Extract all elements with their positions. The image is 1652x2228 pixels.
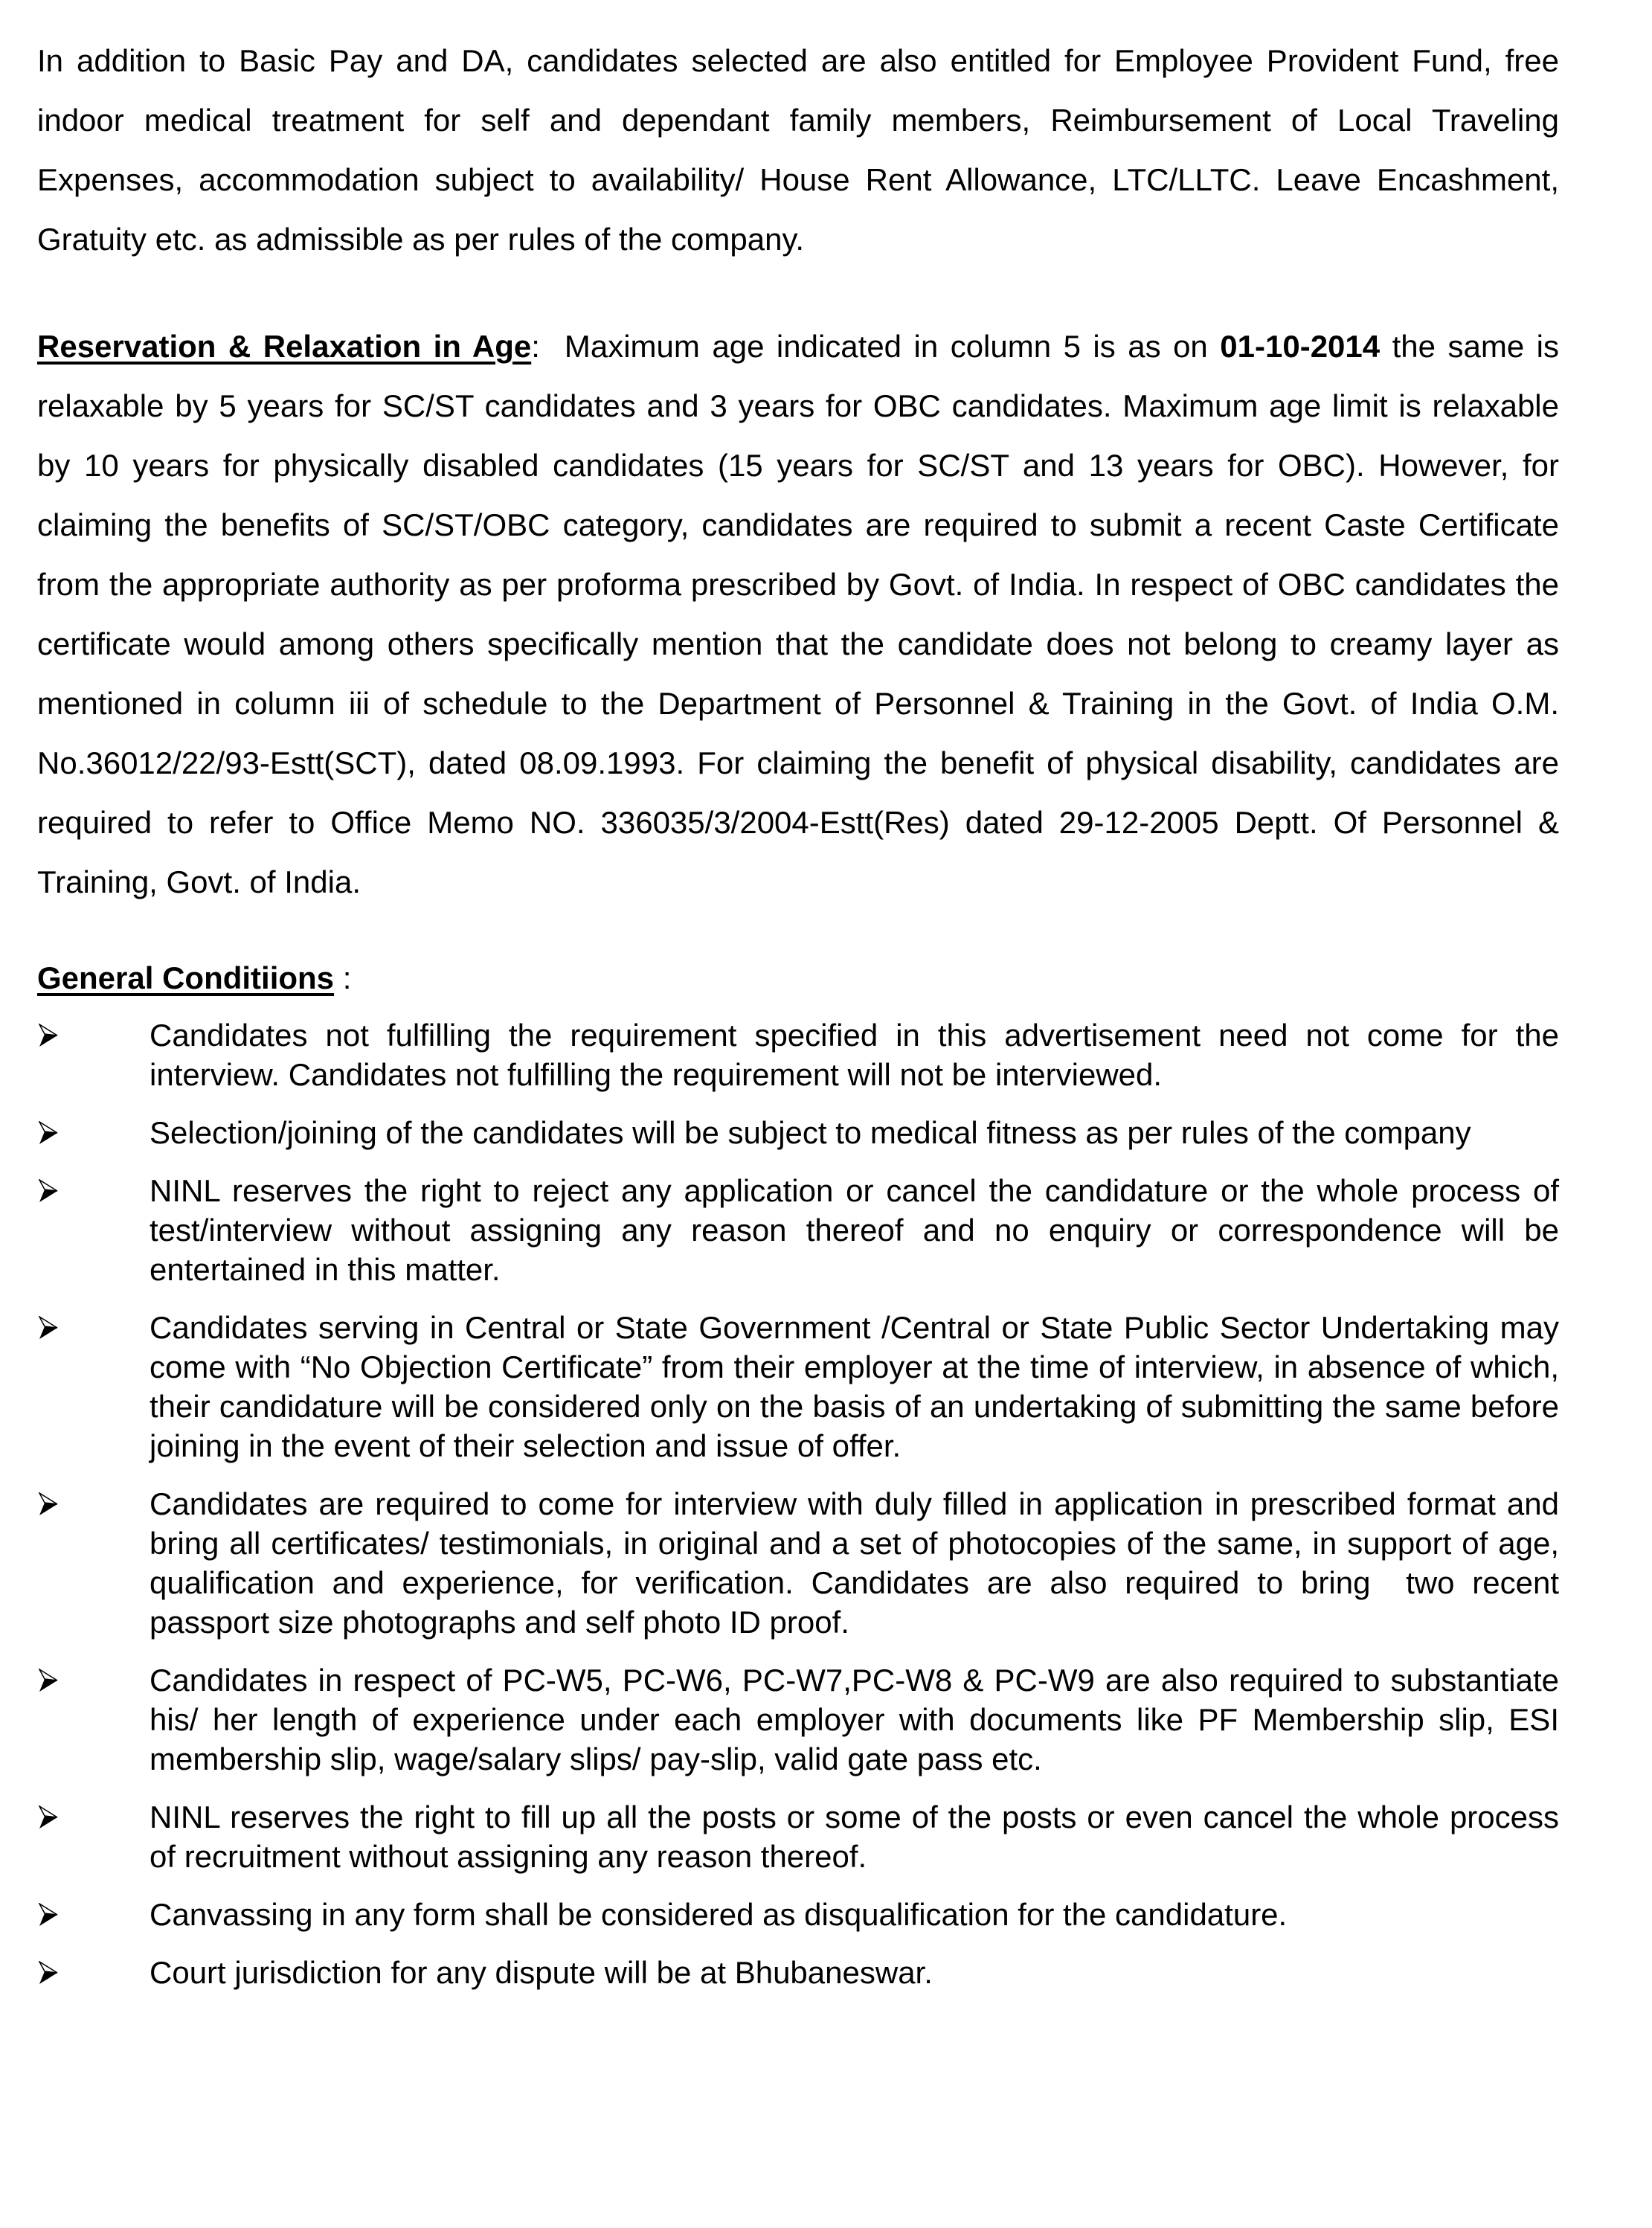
reservation-paragraph [37, 317, 1559, 912]
condition-text: Candidates in respect of PC-W5, PC-W6, PC-W7,PC-W8 & PC-W9 are also required to substantiate his/ her length of experience under each employer with documents like PF Membership slip, ESI membership slip, wage/salary slips/ pay-slip, valid gate pass etc. [150, 1663, 1559, 1776]
reservation-heading: Reservation & Relaxation in Age [37, 329, 532, 364]
condition-text: NINL reserves the right to fill up all the posts or some of the posts or even cancel the whole process of recruitment without assigning any reason thereof. [150, 1800, 1559, 1874]
condition-text: Selection/joining of the candidates will be subject to medical fitness as per rules of the company [150, 1115, 1471, 1150]
condition-text: Court jurisdiction for any dispute will be at Bhubaneswar. [150, 1955, 933, 1990]
arrow-bullet-icon [39, 1316, 58, 1340]
arrow-bullet-icon [39, 1024, 58, 1047]
condition-text: Canvassing in any form shall be considered as disqualification for the candidature. [150, 1897, 1288, 1932]
arrow-bullet-icon [39, 1805, 58, 1829]
condition-item [37, 1308, 1559, 1465]
general-conditions-list [37, 1015, 1568, 2011]
reference-date: 01-10-2014 [1220, 329, 1381, 364]
arrow-bullet-icon [39, 1669, 58, 1692]
condition-item [37, 1484, 1568, 1642]
arrow-bullet-icon [39, 1179, 58, 1203]
condition-text: NINL reserves the right to reject any application or cancel the candidature or the whole process of test/interview without assigning any reason thereof and no enquiry or correspondence will be entertained in this matter. [150, 1173, 1559, 1287]
general-conditions-heading-row [37, 948, 351, 1008]
condition-item [37, 1171, 1559, 1289]
reservation-heading-colon: : [531, 329, 540, 364]
condition-text: Candidates serving in Central or State Government /Central or State Public Sector Undertaking may come with “No Objection Certificate” from their employer at the time of interview, in absence of which, their candidature will be considered only on the basis of an undertaking of submitting the same before joining in the event of their selection and issue of offer. [150, 1310, 1559, 1463]
arrow-bullet-icon [39, 1492, 58, 1516]
reservation-text-after-date: the same is relaxable by 5 years for SC/ST candidates and 3 years for OBC candidates. Maximum age limit is relaxable by 10 years for physically disabled candidates (15 years for SC/ST and 13 years for OBC). However, for claiming the benefits of SC/ST/OBC category, candidates are required to submit a recent Caste Certificate from the appropriate authority as per proforma prescribed by Govt. of India. In respect of OBC candidates the certificate would among others specifically mention that the candidate does not belong to creamy layer as mentioned in column iii of schedule to the Department of Personnel & Training in the Govt. of India O.M. No.36012/22/93-Estt(SCT), dated 08.09.1993. For claiming the benefit of physical disability, candidates are required to refer to Office Memo NO. 336035/3/2004-Estt(Res) dated 29-12-2005 Deptt. Of Personnel & Training, Govt. of India. [37, 329, 1559, 899]
reservation-text-before-date: Maximum age indicated in column 5 is as on [539, 329, 1221, 364]
general-conditions-heading: General Conditiions [37, 960, 335, 995]
arrow-bullet-icon [39, 1961, 58, 1985]
condition-item [37, 1113, 1559, 1152]
arrow-bullet-icon [39, 1121, 58, 1145]
condition-text: Candidates are required to come for interview with duly filled in application in prescribed format and bring all certificates/ testimonials, in original and a set of photocopies of the same, in support of age, qualification and experience, for verification. Candidates are also required to bring two recent passport size photographs and self photo ID proof. [150, 1486, 1568, 1640]
arrow-bullet-icon [39, 1903, 58, 1927]
condition-item [37, 1660, 1559, 1779]
condition-item [37, 1015, 1559, 1094]
benefits-paragraph: In addition to Basic Pay and DA, candidates selected are also entitled for Employee Provident Fund, free indoor medical treatment for self and dependant family members, Reimbursement of Local Traveling Expenses, accommodation subject to availability/ House Rent Allowance, LTC/LLTC. Leave Encashment, Gratuity etc. as admissible as per rules of the company. [37, 43, 1559, 257]
condition-item [37, 1797, 1559, 1876]
condition-item [37, 1895, 1559, 1934]
general-conditions-heading-colon: : [334, 960, 352, 995]
condition-text: Candidates not fulfilling the requirement specified in this advertisement need not come for the interview. Candidates not fulfilling the requirement will not be interviewed. [150, 1018, 1559, 1092]
condition-item [37, 1953, 1559, 1992]
